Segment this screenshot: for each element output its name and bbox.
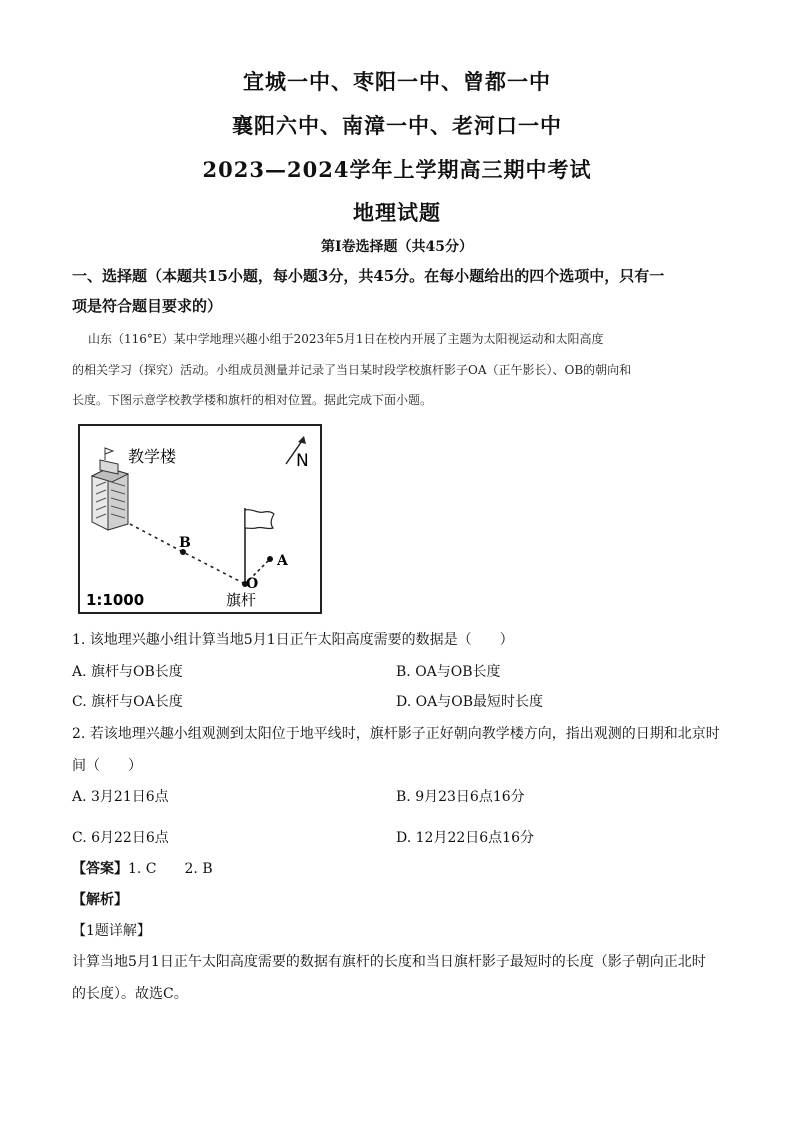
point-b-label: B <box>179 535 191 551</box>
point-a-label: A <box>277 553 288 569</box>
question-1-option-d[interactable]: D. OA与OB最短时长度 <box>396 694 543 710</box>
question-2-option-d[interactable]: D. 12月22日6点16分 <box>396 830 534 846</box>
question-1-option-b[interactable]: B. OA与OB长度 <box>396 664 501 680</box>
scale-label: 1:1000 <box>86 591 145 609</box>
passage-line-3: 长度。下图示意学校教学楼和旗杆的相对位置。据此完成下面小题。 <box>72 393 433 407</box>
campus-map-svg <box>78 424 322 614</box>
question-2-option-c[interactable]: C. 6月22日6点 <box>72 830 169 846</box>
subject-title: 地理试题 <box>353 200 441 225</box>
question-2-stem-line-1: 2. 若该地理兴趣小组观测到太阳位于地平线时，旗杆影子正好朝向教学楼方向，指出观测的日期和北京时 <box>72 726 720 742</box>
question-2-option-b[interactable]: B. 9月23日6点16分 <box>396 789 525 805</box>
question-1-option-a[interactable]: A. 旗杆与OB长度 <box>72 664 183 680</box>
answer-line <box>72 858 213 878</box>
schools-line-1: 宜城一中、枣阳一中、曾都一中 <box>243 69 551 94</box>
question-2-option-a[interactable]: A. 3月21日6点 <box>72 789 169 805</box>
north-label: N <box>296 451 309 471</box>
passage-line-1: 山东（116°E）某中学地理兴趣小组于2023年5月1日在校内开展了主题为太阳视运动和太阳高度 <box>88 332 604 346</box>
section-heading-line-1: 一、选择题（本题共15小题，每小题3分，共45分。在每小题给出的四个选项中，只有一 <box>72 267 665 285</box>
question-2-stem-line-2: 间（ ） <box>72 758 142 774</box>
question-1-option-c[interactable]: C. 旗杆与OA长度 <box>72 694 183 710</box>
point-o-label: O <box>246 576 259 592</box>
question-1-stem: 1. 该地理兴趣小组计算当地5月1日正午太阳高度需要的数据是（ ） <box>72 632 514 648</box>
answer-label: 【答案】 <box>72 861 128 877</box>
detail-line-2: 的长度）。故选C。 <box>72 986 188 1002</box>
schools-line-2: 襄阳六中、南漳一中、老河口一中 <box>232 113 562 138</box>
section-heading-line-2: 项是符合题目要求的） <box>72 297 223 315</box>
passage-line-2: 的相关学习（探究）活动。小组成员测量并记录了当日某时段学校旗杆影子OA（正午影长）、OB的朝向和 <box>72 363 632 377</box>
point-a-marker <box>267 556 273 562</box>
detail-label: 【1题详解】 <box>72 923 151 939</box>
exam-title: 2023—2024学年上学期高三期中考试 <box>202 157 592 182</box>
part-title: 第Ⅰ卷选择题（共45分） <box>320 239 474 255</box>
detail-line-1: 计算当地5月1日正午太阳高度需要的数据有旗杆的长度和当日旗杆影子最短时的长度（影子朝向正北时 <box>72 954 706 970</box>
building-label: 教学楼 <box>128 447 177 466</box>
flagpole-label: 旗杆 <box>226 591 257 609</box>
analysis-label: 【解析】 <box>72 892 128 908</box>
answer-value: 1. C 2. B <box>128 861 213 877</box>
campus-figure <box>78 424 322 614</box>
